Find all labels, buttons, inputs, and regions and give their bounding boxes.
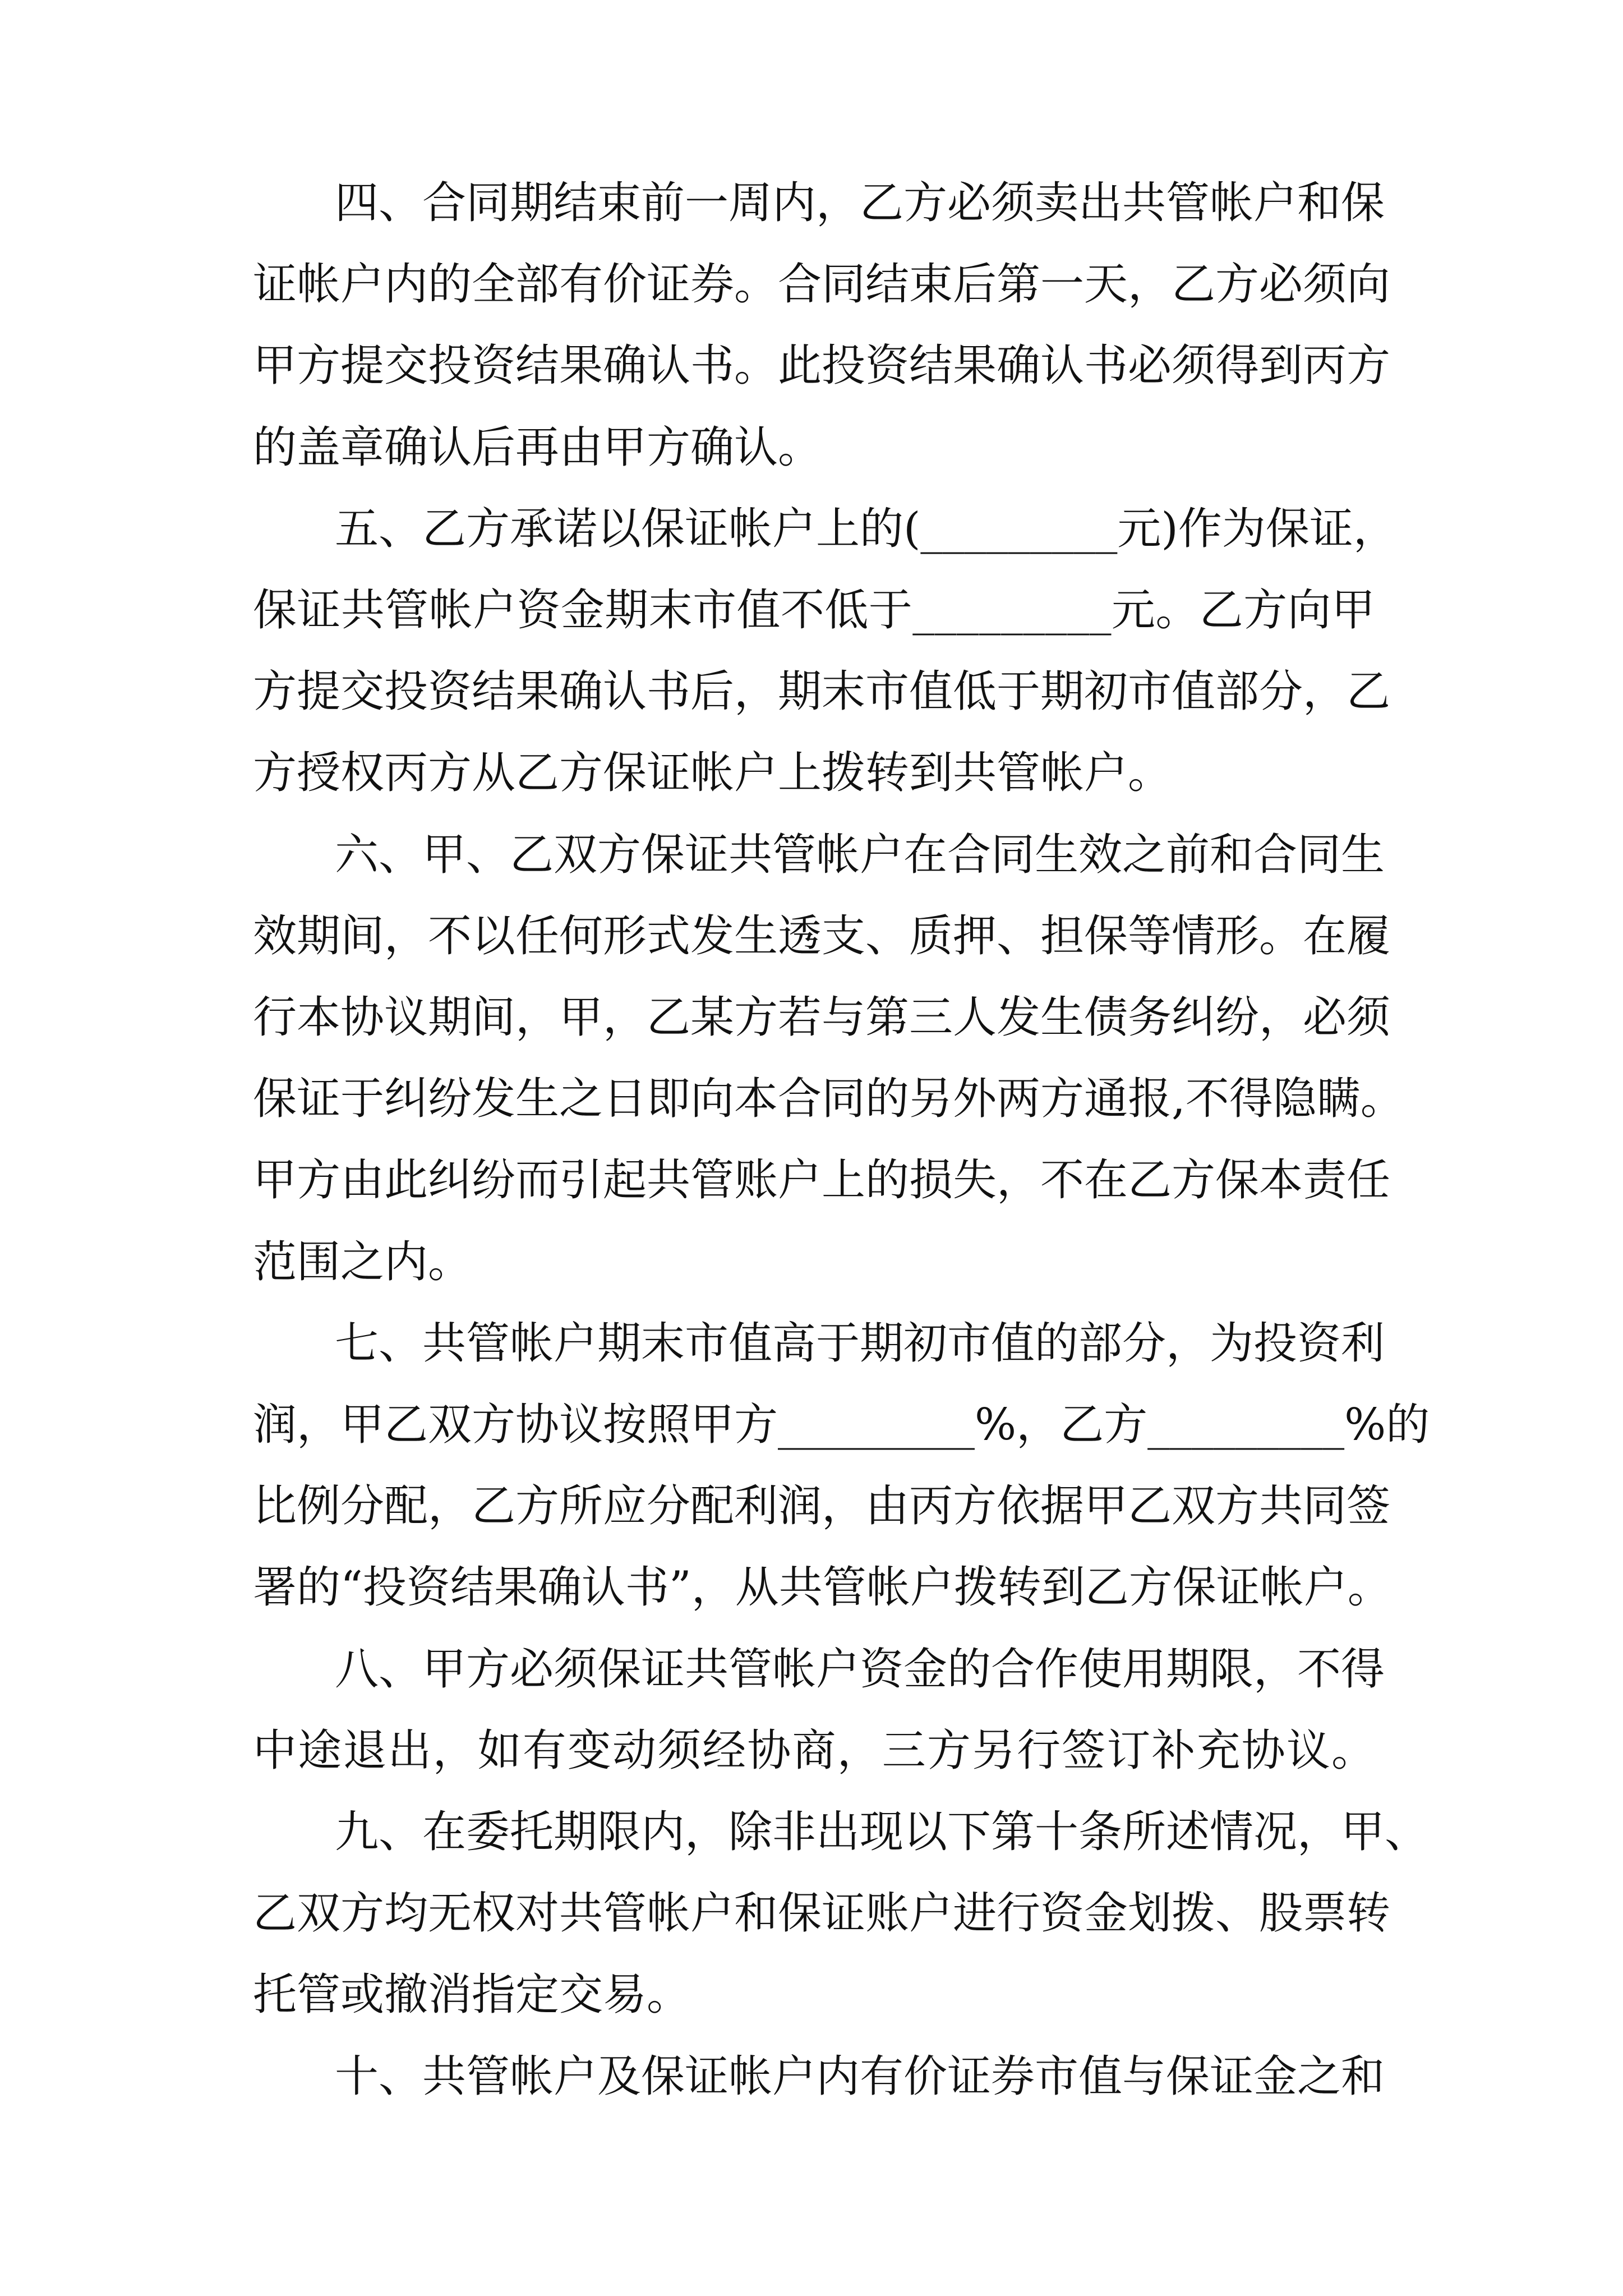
line-text: 乙双方均无权对共管帐户和保证账户进行资金划拨、股票转 [253, 1888, 1391, 1939]
line-text: 六、甲、乙双方保证共管帐户在合同生效之前和合同生 [335, 829, 1385, 880]
line-text: 九、在委托期限内，除非出现以下第十条所述情况，甲、 [335, 1807, 1429, 1857]
line-text: 方授权丙方从乙方保证帐户上拨转到共管帐户。 [253, 748, 1172, 799]
line-text: 中途退出，如有变动须经协商，三方另行签订补充协议。 [253, 1725, 1377, 1776]
line-text: 七、共管帐户期末市值高于期初市值的部分，为投资利 [335, 1318, 1385, 1369]
text-line [0, 164, 1623, 242]
text-line [0, 490, 1623, 568]
line-text: 四、合同期结束前一周内，乙方必须卖出共管帐户和保 [335, 178, 1385, 228]
line-text: 保证共管帐户资金期末市值不低于_________元。乙方向甲 [253, 585, 1376, 636]
line-text: 方提交投资结果确认书后，期末市值低于期初市值部分，乙 [253, 666, 1391, 717]
text-line [0, 571, 1623, 650]
line-text: 比例分配，乙方所应分配利润，由丙方依据甲乙双方共同签 [253, 1481, 1391, 1532]
line-text: 行本协议期间，甲，乙某方若与第三人发生债务纠纷，必须 [253, 992, 1391, 1043]
line-text: 润，甲乙双方协议按照甲方_________%，乙方_________%的 [253, 1400, 1430, 1450]
text-line [0, 1711, 1623, 1790]
line-text: 证帐户内的全部有价证券。合同结束后第一天，乙方必须向 [253, 259, 1391, 310]
text-line [0, 408, 1623, 487]
text-line [0, 1793, 1623, 1871]
line-text: 甲方提交投资结果确认书。此投资结果确认书必须得到丙方 [253, 341, 1391, 392]
text-line [0, 816, 1623, 894]
line-text: 的盖章确认后再由甲方确认。 [253, 422, 822, 473]
text-line [0, 734, 1623, 812]
line-text: 十、共管帐户及保证帐户内有价证券市值与保证金之和 [335, 2051, 1385, 2102]
text-line [0, 2037, 1623, 2116]
text-line [0, 1304, 1623, 1383]
line-text: 甲方由此纠纷而引起共管账户上的损失，不在乙方保本责任 [253, 1155, 1391, 1206]
text-line [0, 245, 1623, 324]
text-line [0, 1630, 1623, 1709]
text-line [0, 1223, 1623, 1301]
text-line [0, 1060, 1623, 1138]
line-text: 八、甲方必须保证共管帐户资金的合作使用期限，不得 [335, 1644, 1385, 1695]
line-text: 托管或撤消指定交易。 [253, 1970, 691, 2021]
text-line [0, 1548, 1623, 1627]
text-line [0, 978, 1623, 1057]
text-line [0, 1141, 1623, 1220]
text-line [0, 897, 1623, 976]
text-line [0, 1874, 1623, 1953]
line-text: 五、乙方承诺以保证帐户上的(_________元)作为保证， [335, 503, 1397, 554]
line-text: 范围之内。 [253, 1236, 472, 1287]
text-line [0, 1955, 1623, 2034]
line-text: 保证于纠纷发生之日即向本合同的另外两方通报,不得隐瞒。 [253, 1074, 1404, 1125]
text-line [0, 326, 1623, 405]
text-line [0, 1386, 1623, 1464]
text-line [0, 1467, 1623, 1545]
line-text: 效期间，不以任何形式发生透支、质押、担保等情形。在履 [253, 910, 1391, 961]
text-line [0, 652, 1623, 731]
line-text: 署的“投资结果确认书”，从共管帐户拨转到乙方保证帐户。 [253, 1562, 1391, 1613]
